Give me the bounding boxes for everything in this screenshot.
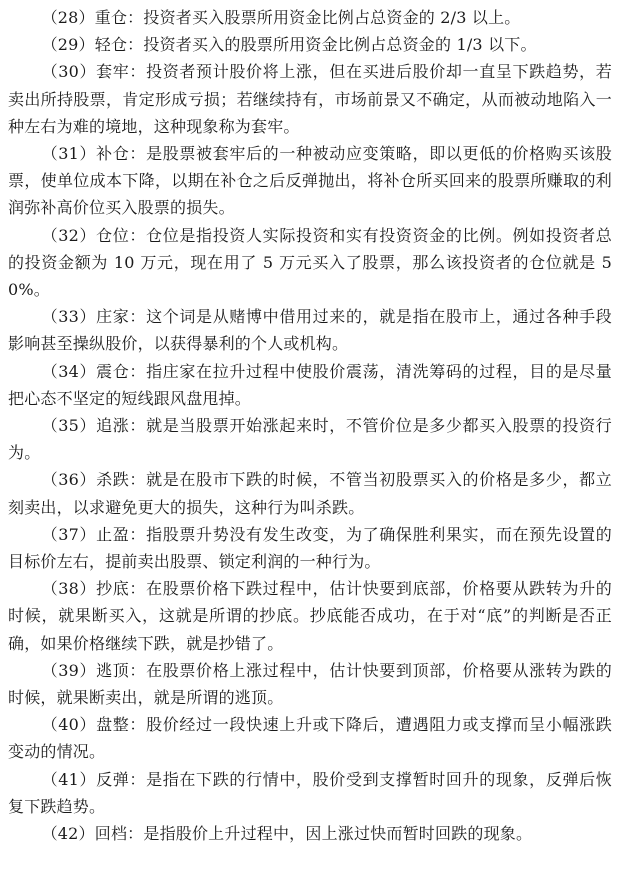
- entry-38: [8, 575, 612, 657]
- entry-number: （30）: [41, 62, 97, 82]
- entry-definition: 这个词是从赌博中借用过来的，就是指在股市上，通过各种手段影响甚至操纵股价，以获得暴利的个人或机构。: [8, 307, 612, 354]
- entry-number: （42）: [41, 824, 95, 844]
- entry-37: [8, 521, 612, 575]
- entry-term: 逃顶：: [96, 660, 147, 680]
- entry-definition: 投资者预计股价将上涨，但在买进后股价却一直呈下跌趋势，若卖出所持股票，肯定形成亏损；若继续持有，市场前景又不确定，从而被动地陷入一种左右为难的境地，这种现象称为套牢。: [8, 62, 612, 136]
- entry-number: （39）: [41, 660, 97, 680]
- entry-definition: 在股票价格下跌过程中，估计快要到底部，价格要从跌转为升的时候，就果断买入，这就是所谓的抄底。抄底能否成功，在于对“底”的判断是否正确，如果价格继续下跌，就是抄错了。: [8, 579, 612, 653]
- entry-number: （35）: [41, 416, 97, 436]
- entry-31: [8, 140, 612, 222]
- entry-definition: 是指股价上升过程中，因上涨过快而暂时回跌的现象。: [143, 824, 533, 844]
- entry-term: 震仓：: [96, 361, 147, 381]
- entry-number: （34）: [41, 361, 97, 381]
- entry-35: [8, 412, 612, 466]
- entry-number: （40）: [41, 715, 97, 735]
- entry-definition: 是指在下跌的行情中，股价受到支撑暂时回升的现象，反弹后恢复下跌趋势。: [8, 769, 612, 816]
- entry-definition: 就是当股票开始涨起来时，不管价位是多少都买入股票的投资行为。: [8, 416, 612, 463]
- entry-definition: 投资者买入的股票所用资金比例占总资金的 1/3 以下。: [143, 35, 537, 55]
- entry-term: 反弹：: [96, 769, 147, 789]
- entry-36: [8, 466, 612, 520]
- entry-term: 抄底：: [96, 579, 147, 599]
- entry-term: 庄家：: [96, 307, 147, 327]
- entry-number: （41）: [41, 769, 97, 789]
- entry-term: 追涨：: [96, 416, 147, 436]
- entry-29: [8, 31, 612, 58]
- entry-term: 杀跌：: [96, 470, 147, 490]
- entry-28: [8, 4, 612, 31]
- entry-term: 止盈：: [96, 524, 147, 544]
- entry-32: [8, 222, 612, 304]
- entry-39: [8, 657, 612, 711]
- entry-term: 仓位：: [96, 225, 147, 245]
- entry-number: （29）: [41, 35, 95, 55]
- entry-number: （37）: [41, 524, 97, 544]
- entry-definition: 仓位是指投资人实际投资和实有投资资金的比例。例如投资者总的投资金额为 10 万元，现在用了 5 万元买入了股票，那么该投资者的仓位就是 50%。: [8, 225, 612, 300]
- entry-number: （38）: [41, 579, 97, 599]
- entry-definition: 指股票升势没有发生改变，为了确保胜利果实，而在预先设置的目标价左右，提前卖出股票、锁定利润的一种行为。: [8, 524, 612, 572]
- entry-number: （31）: [41, 144, 97, 164]
- entry-number: （33）: [41, 307, 97, 327]
- entry-30: [8, 58, 612, 140]
- entry-definition: 指庄家在拉升过程中使股价震荡，清洗筹码的过程，目的是尽量把心态不坚定的短线跟风盘甩掉。: [8, 361, 612, 408]
- entry-term: 盘整：: [96, 715, 147, 735]
- entry-definition: 是股票被套牢后的一种被动应变策略，即以更低的价格购买该股票，使单位成本下降，以期在补仓之后反弹抛出，将补仓所买回来的股票所赚取的利润弥补高价位买入股票的损失。: [8, 144, 612, 218]
- entry-number: （32）: [41, 225, 97, 245]
- entry-42: [8, 820, 612, 847]
- entry-34: [8, 358, 612, 412]
- entry-number: （36）: [41, 470, 97, 490]
- entry-term: 补仓：: [96, 144, 147, 164]
- entry-41: [8, 766, 612, 820]
- entry-term: 轻仓：: [94, 35, 144, 55]
- entry-40: [8, 711, 612, 765]
- entry-term: 套牢：: [96, 62, 147, 82]
- entry-definition: 在股票价格上涨过程中，估计快要到顶部，价格要从涨转为跌的时候，就果断卖出，就是所谓的逃顶。: [8, 660, 612, 708]
- entry-definition: 就是在股市下跌的时候，不管当初股票买入的价格是多少，都立刻卖出，以求避免更大的损失，这种行为叫杀跌。: [8, 470, 612, 517]
- entry-33: [8, 303, 612, 357]
- entry-term: 重仓：: [94, 8, 144, 27]
- entry-term: 回档：: [94, 824, 144, 844]
- entry-number: （28）: [41, 8, 95, 27]
- entry-definition: 股价经过一段快速上升或下降后，遭遇阻力或支撑而呈小幅涨跌变动的情况。: [8, 715, 612, 762]
- entry-definition: 投资者买入股票所用资金比例占总资金的 2/3 以上。: [143, 8, 521, 27]
